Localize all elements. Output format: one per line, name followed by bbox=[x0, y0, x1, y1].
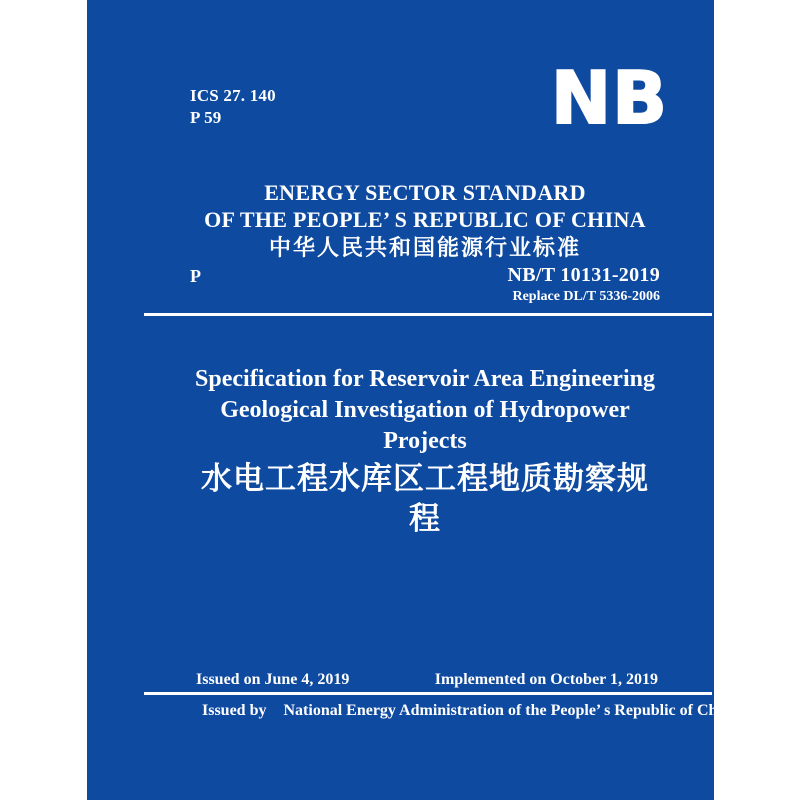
divider-line-top bbox=[144, 313, 712, 316]
standard-code: NB/T 10131-2019 bbox=[507, 264, 660, 286]
issued-by-value: National Energy Administration of the People’ s Republic of China bbox=[283, 702, 739, 719]
doc-class-letter: P bbox=[190, 266, 201, 286]
standard-name-block bbox=[190, 179, 660, 261]
document-title-en-line2: Geological Investigation of Hydropower Projects bbox=[220, 397, 630, 454]
issuer-row bbox=[190, 702, 739, 720]
issued-by-label: Issued by bbox=[202, 702, 267, 719]
nb-logo: NB bbox=[550, 56, 668, 140]
document-title-en-line1: Specification for Reservoir Area Engineering bbox=[195, 366, 655, 392]
document-title-block bbox=[190, 364, 660, 539]
ics-classification bbox=[190, 85, 276, 129]
issued-date: Issued on June 4, 2019 bbox=[196, 671, 350, 688]
standard-name-en-line2: OF THE PEOPLE’ S REPUBLIC OF CHINA bbox=[204, 207, 646, 232]
ics-code: ICS 27. 140 bbox=[190, 86, 276, 105]
document-title-cn: 水电工程水库区工程地质勘察规程 bbox=[201, 461, 649, 536]
dates-row bbox=[190, 671, 660, 689]
classification-row bbox=[190, 264, 660, 304]
standard-name-cn: 中华人民共和国能源行业标准 bbox=[268, 235, 581, 260]
divider-line-bottom bbox=[144, 692, 712, 695]
standard-name-en-line1: ENERGY SECTOR STANDARD bbox=[264, 180, 586, 205]
implemented-date: Implemented on October 1, 2019 bbox=[434, 671, 658, 688]
standard-cover bbox=[87, 0, 739, 800]
standard-code-block bbox=[508, 264, 660, 305]
replaced-standard: Replace DL/T 5336-2006 bbox=[512, 289, 660, 304]
p-code: P 59 bbox=[190, 108, 222, 127]
